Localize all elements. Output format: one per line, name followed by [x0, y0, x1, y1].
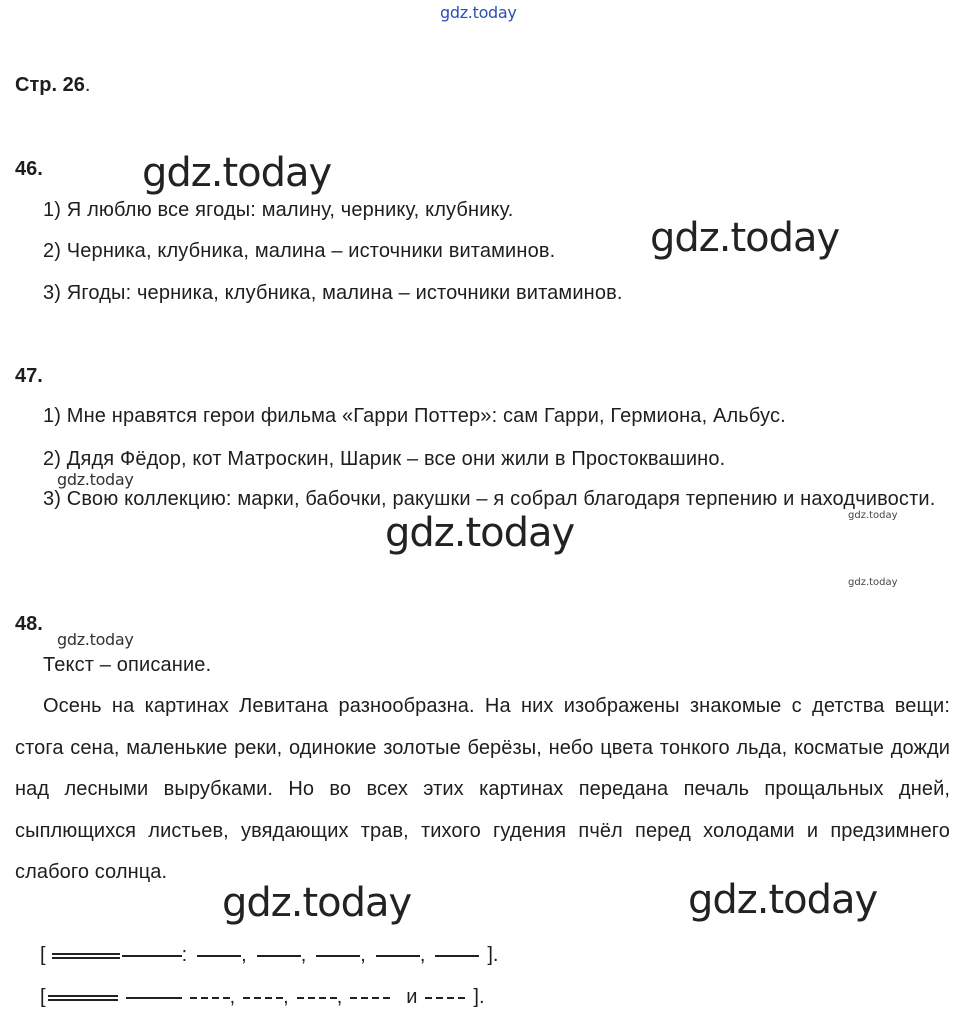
- exercise-46-line-2: 2) Черника, клубника, малина – источники витаминов.: [43, 240, 556, 262]
- object-line: [435, 955, 479, 957]
- object-line: [376, 955, 420, 957]
- subject-line: [48, 995, 118, 1001]
- page-label-dot: .: [84, 74, 91, 96]
- scheme-bracket-close: ].: [487, 944, 499, 966]
- scheme-comma: ,: [241, 944, 247, 966]
- watermark-main: gdz.today: [650, 215, 840, 261]
- subject-line: [52, 953, 120, 959]
- watermark-tiny: gdz.today: [848, 577, 898, 588]
- watermark-main: gdz.today: [385, 510, 575, 556]
- scheme-bracket-open: [: [40, 944, 46, 966]
- exercise-47-line-3: 3) Свою коллекцию: марки, бабочки, ракушки – я собрал благодаря терпению и находчивости.: [43, 488, 936, 510]
- scheme-comma: ,: [419, 944, 426, 966]
- scheme-comma: ,: [229, 986, 236, 1008]
- exercise-47-line-2: 2) Дядя Фёдор, кот Матроскин, Шарик – все они жили в Простоквашино.: [43, 448, 726, 470]
- object-dashed-line: [350, 997, 390, 999]
- sentence-scheme-1: [40, 944, 499, 967]
- object-dashed-line: [243, 997, 283, 999]
- object-dashed-line: [297, 997, 337, 999]
- watermark-main: gdz.today: [222, 880, 412, 926]
- scheme-bracket-close: ].: [473, 986, 485, 1008]
- exercise-46-line-3: 3) Ягоды: черника, клубника, малина – источники витаминов.: [43, 282, 623, 304]
- scheme-comma: ,: [300, 944, 307, 966]
- object-dashed-line: [425, 997, 465, 999]
- watermark-top: gdz.today: [440, 3, 517, 22]
- scheme-comma: ,: [283, 986, 289, 1008]
- watermark-main: gdz.today: [688, 877, 878, 923]
- watermark-main: gdz.today: [142, 150, 332, 196]
- scheme-comma: ,: [336, 986, 343, 1008]
- page-label: [15, 74, 90, 97]
- object-dashed-line: [190, 997, 230, 999]
- object-line: [197, 955, 241, 957]
- watermark-small: gdz.today: [57, 470, 134, 489]
- exercise-46-line-1: 1) Я люблю все ягоды: малину, чернику, клубнику.: [43, 199, 514, 221]
- exercise-46-number: 46.: [15, 158, 43, 180]
- exercise-48-paragraph: Осень на картинах Левитана разнообразна. На них изображены знакомые с детства вещи: стога сена, маленькие реки, одинокие золотые берёзы, небо цвета тонкого льда, косматые дожди над лесными вырубками. Но во всех этих картинах передана печаль прощальных дней, сыплющихся листьев, увядающих трав, тихого гудения пчёл перед холодами и предзимнего слабого солнца.: [15, 695, 950, 883]
- watermark-small: gdz.today: [57, 630, 134, 649]
- exercise-48-number: 48.: [15, 613, 43, 635]
- predicate-line: [126, 997, 182, 999]
- watermark-tiny: gdz.today: [848, 510, 898, 521]
- sentence-scheme-2: [40, 986, 485, 1009]
- object-line: [257, 955, 301, 957]
- scheme-comma: ,: [360, 944, 366, 966]
- scheme-conjunction: и: [406, 986, 418, 1008]
- exercise-47-line-1: 1) Мне нравятся герои фильма «Гарри Поттер»: сам Гарри, Гермиона, Альбус.: [43, 405, 786, 427]
- object-line: [316, 955, 360, 957]
- scheme-bracket-open: [: [40, 986, 46, 1008]
- predicate-line: [122, 955, 182, 957]
- exercise-47-number: 47.: [15, 365, 43, 387]
- exercise-48-type: Текст – описание.: [43, 654, 212, 676]
- page-label-text: Стр. 26: [15, 74, 85, 96]
- scheme-colon: :: [181, 944, 188, 966]
